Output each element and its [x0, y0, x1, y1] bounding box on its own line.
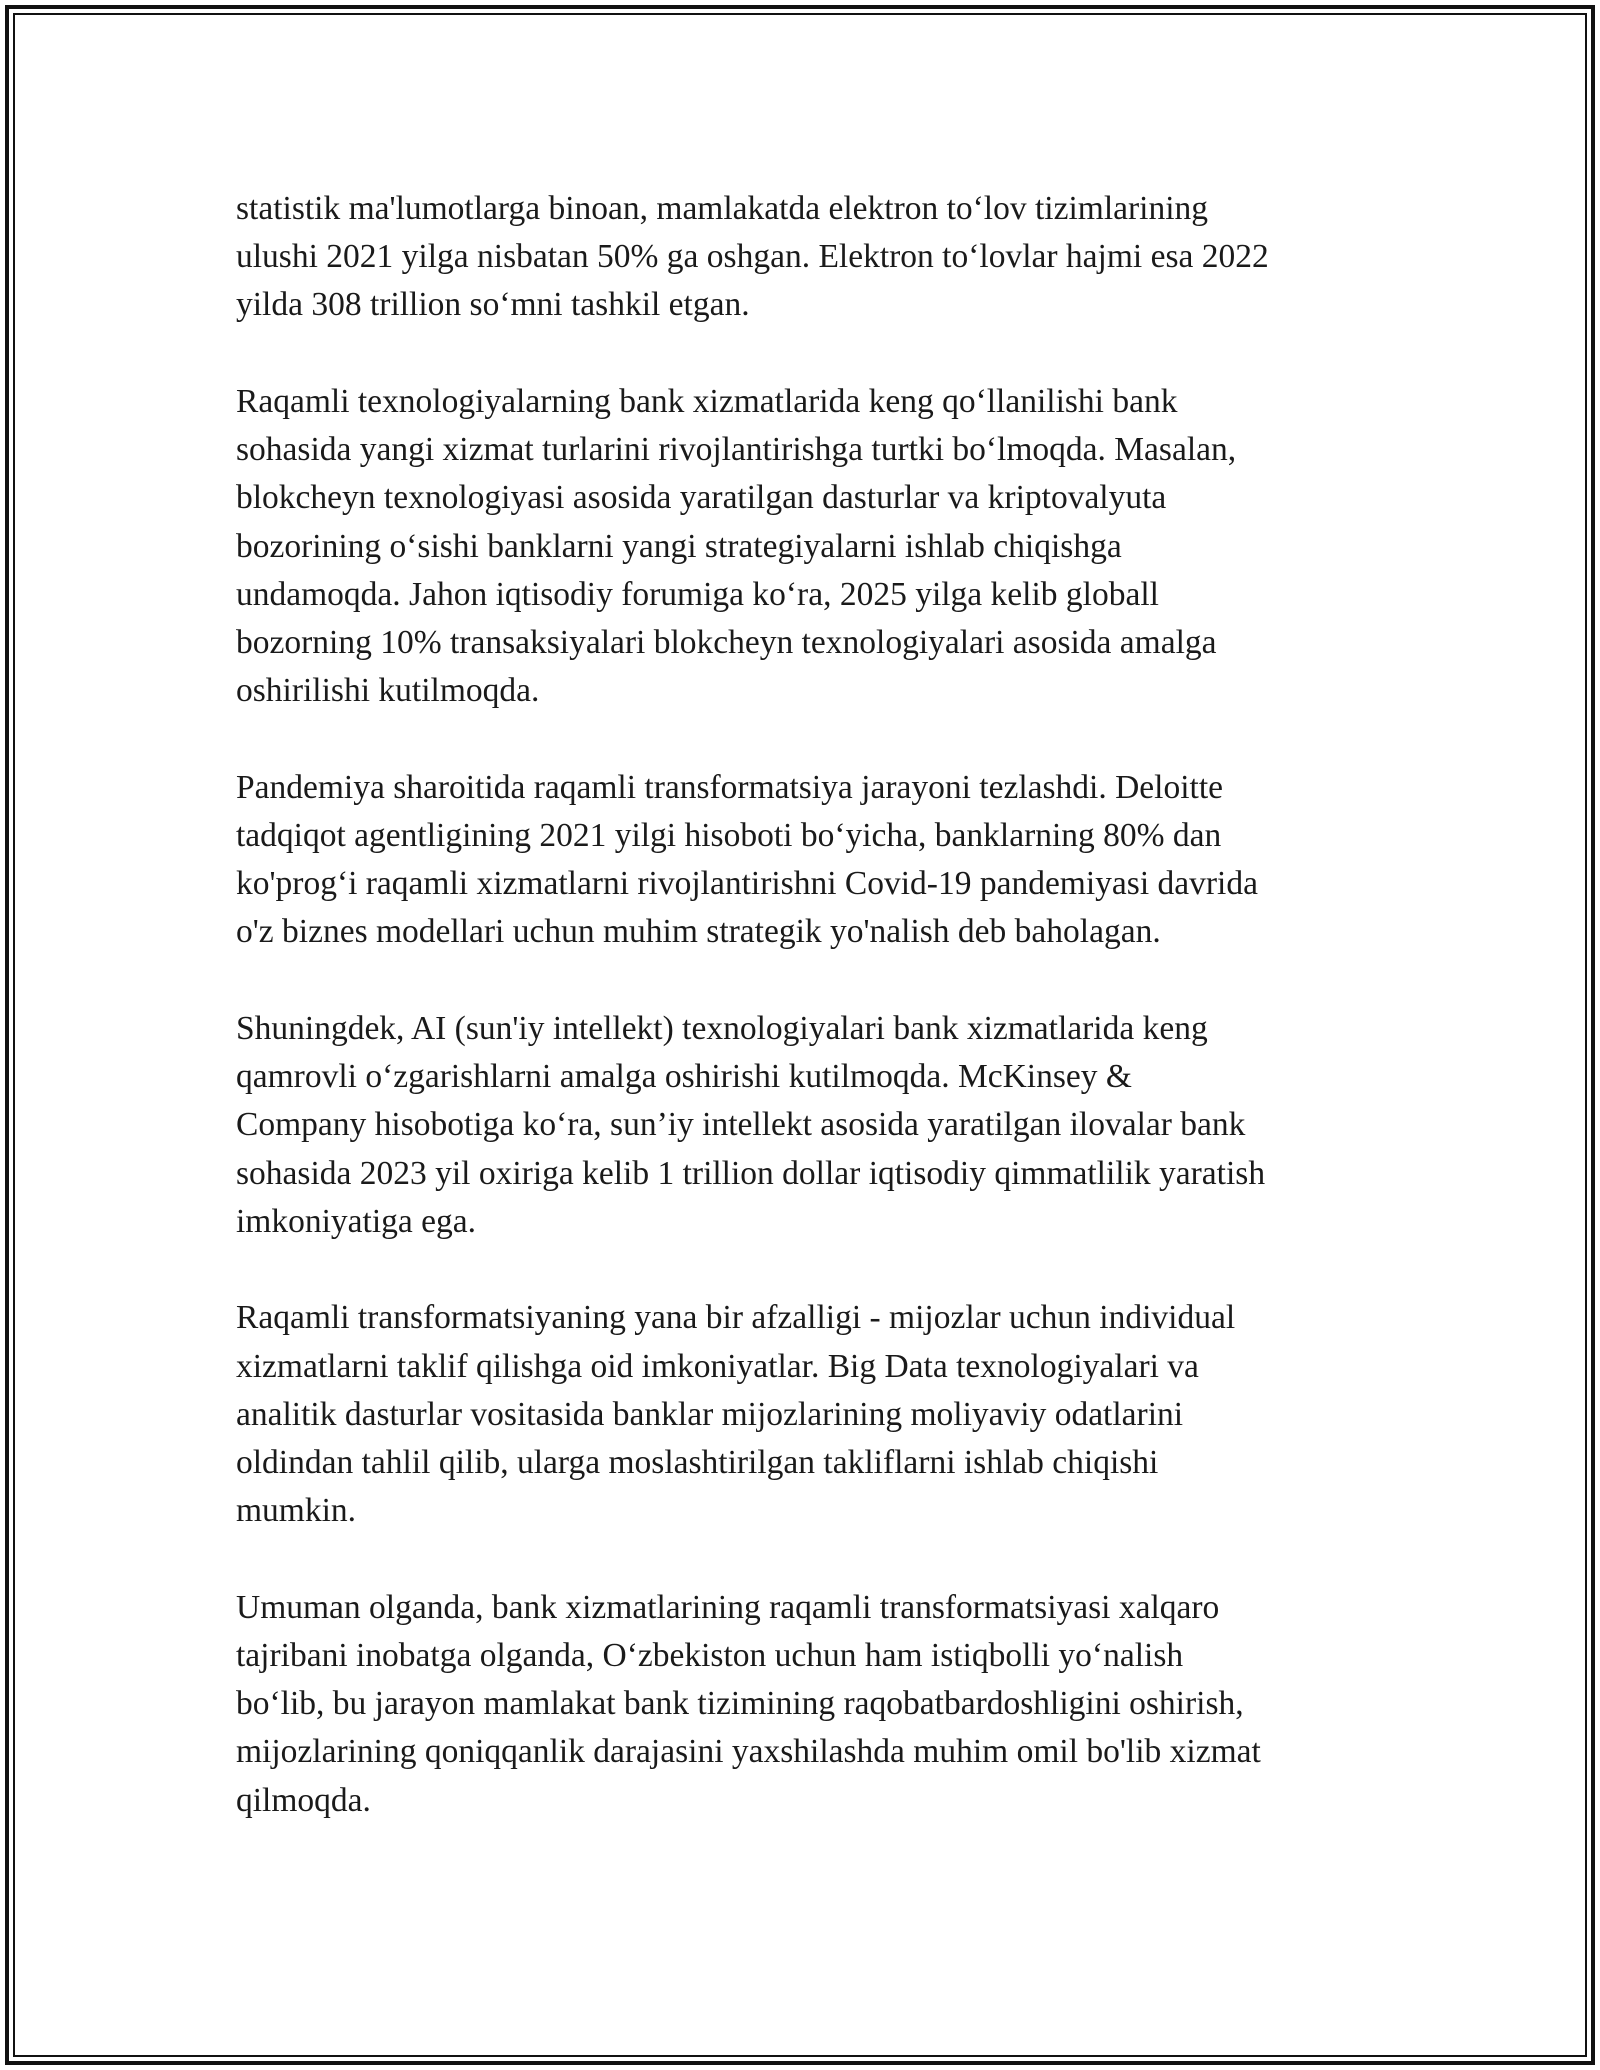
- text-line: oldindan tahlil qilib, ularga moslashtirilgan takliflarni ishlab chiqishi: [236, 1444, 1159, 1482]
- text-line: bo‘lib, bu jarayon mamlakat bank tizimining raqobatbardoshligini oshirish,: [236, 1685, 1244, 1723]
- text-line: Pandemiya sharoitida raqamli transformatsiya jarayoni tezlashdi. Deloitte: [236, 768, 1224, 806]
- text-line: blokcheyn texnologiyasi asosida yaratilgan dasturlar va kriptovalyuta: [236, 479, 1167, 517]
- text-line: Shuningdek, AI (sun'iy intellekt) texnologiyalari bank xizmatlarida keng: [236, 1010, 1208, 1048]
- paragraph-3: [236, 764, 1396, 957]
- paragraph-5: [236, 1294, 1396, 1535]
- text-line: yilda 308 trillion so‘mni tashkil etgan.: [236, 286, 750, 324]
- text-line: mijozlarining qoniqqanlik darajasini yaxshilashda muhim omil bo'lib xizmat: [236, 1733, 1261, 1771]
- paragraph-1: [236, 185, 1396, 330]
- paragraph-6: [236, 1584, 1396, 1825]
- text-line: xizmatlarni taklif qilishga oid imkoniyatlar. Big Data texnologiyalari va: [236, 1347, 1199, 1385]
- document-body: [236, 185, 1396, 1873]
- text-line: ko'prog‘i raqamli xizmatlarni rivojlantirishni Covid-19 pandemiyasi davrida: [236, 865, 1258, 903]
- text-line: Raqamli texnologiyalarning bank xizmatlarida keng qo‘llanilishi bank: [236, 383, 1178, 420]
- text-line: Company hisobotiga ko‘ra, sun’iy intellekt asosida yaratilgan ilovalar bank: [236, 1106, 1246, 1144]
- text-line: sohasida 2023 yil oxiriga kelib 1 trillion dollar iqtisodiy qimmatlilik yaratish: [236, 1154, 1266, 1192]
- text-line: sohasida yangi xizmat turlarini rivojlantirishga turtki bo‘lmoqda. Masalan,: [236, 431, 1237, 469]
- text-line: ulushi 2021 yilga nisbatan 50% ga oshgan. Elektron to‘lovlar hajmi esa 2022: [236, 238, 1269, 276]
- text-line: bozorning 10% transaksiyalari blokcheyn texnologiyalari asosida amalga: [236, 624, 1217, 662]
- text-line: bozorining o‘sishi banklarni yangi strategiyalarni ishlab chiqishga: [236, 527, 1122, 565]
- text-line: qamrovli o‘zgarishlarni amalga oshirishi kutilmoqda. McKinsey &: [236, 1058, 1132, 1096]
- text-line: oshirilishi kutilmoqda.: [236, 672, 540, 710]
- text-line: imkoniyatiga ega.: [236, 1202, 477, 1240]
- paragraph-2: [236, 378, 1396, 715]
- text-line: Umuman olganda, bank xizmatlarining raqamli transformatsiyasi xalqaro: [236, 1588, 1220, 1626]
- text-line: tadqiqot agentligining 2021 yilgi hisoboti bo‘yicha, banklarning 80% dan: [236, 817, 1222, 855]
- text-line: statistik ma'lumotlarga binoan, mamlakatda elektron to‘lov tizimlarining: [236, 190, 1209, 227]
- text-line: qilmoqda.: [236, 1781, 371, 1819]
- text-line: tajribani inobatga olganda, O‘zbekiston uchun ham istiqbolli yo‘nalish: [236, 1637, 1184, 1675]
- text-line: mumkin.: [236, 1492, 357, 1530]
- paragraph-4: [236, 1005, 1396, 1246]
- text-line: analitik dasturlar vositasida banklar mijozlarining moliyaviy odatlarini: [236, 1395, 1184, 1433]
- text-line: o'z biznes modellari uchun muhim strategik yo'nalish deb baholagan.: [236, 913, 1161, 951]
- text-line: undamoqda. Jahon iqtisodiy forumiga ko‘ra, 2025 yilga kelib globall: [236, 575, 1159, 613]
- text-line: Raqamli transformatsiyaning yana bir afzalligi - mijozlar uchun individual: [236, 1299, 1236, 1337]
